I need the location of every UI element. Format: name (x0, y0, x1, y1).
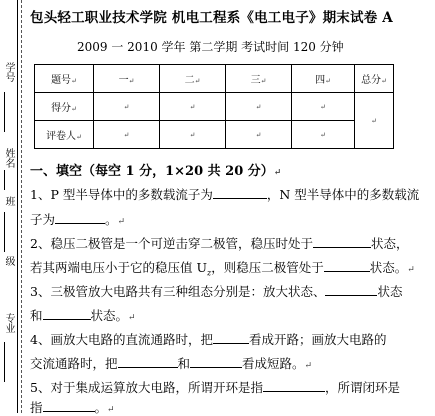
answer-blank (263, 380, 325, 392)
score-table-cell: ↵ (226, 93, 292, 121)
answer-blank (213, 332, 249, 344)
margin-label-name: 姓名 (3, 148, 14, 168)
score-table-cell: ↵ (226, 121, 292, 149)
score-table (34, 64, 394, 149)
score-table-cell: ↵ (292, 93, 355, 121)
question-2-line-2: 若其两端电压小于它的稳压值 $U_z$，则稳压二极管处于 状态。↵ (30, 260, 415, 278)
question-5-line-2: 指 。↵ (30, 400, 115, 415)
exam-title: 包头轻工职业技术学院 机电工程系《电工电子》期末试卷 A (30, 10, 393, 26)
answer-blank (324, 260, 370, 272)
question-3-line-2: 和 状态。↵ (30, 308, 136, 323)
margin-label-class-2: 级 (3, 256, 14, 266)
answer-blank (118, 356, 178, 368)
binding-dashed-line (21, 0, 22, 413)
margin-blank-major (4, 342, 5, 382)
answer-blank (190, 356, 242, 368)
question-3-line-1: 3、三极管放大电路共有三种组态分别是：放大状态、 状态 (30, 284, 403, 299)
margin-label-student-id: 学号 (3, 62, 14, 82)
binding-line (17, 0, 18, 413)
score-table-row (35, 121, 394, 149)
exam-subtitle: 2009 一 2010 学年 第二学期 考试时间 120 分钟 (77, 40, 344, 54)
question-1-line-2: 子为 。↵ (30, 212, 126, 227)
score-table-cell: ↵ (160, 93, 226, 121)
question-2-line-1: 2、稳压二极管是一个可逆击穿二极管，稳压时处于 状态， (30, 236, 409, 251)
score-table-header-cell: 题号↵ (35, 65, 94, 93)
margin-blank-name (4, 170, 5, 190)
score-table-cell: ↵ (94, 121, 160, 149)
answer-blank (313, 236, 371, 248)
score-table-row-label: 评卷人↵ (35, 121, 94, 149)
score-table-cell: ↵ (160, 121, 226, 149)
score-table-header-cell: 二↵ (160, 65, 226, 93)
score-table-header-cell: 一↵ (94, 65, 160, 93)
margin-blank-student-id (4, 92, 5, 132)
score-table-header-cell: 四↵ (292, 65, 355, 93)
question-1-line-1: 1、P 型半导体中的多数载流子为 ，N 型半导体中的多数载流 (30, 187, 420, 202)
score-table-row (35, 93, 394, 121)
score-table-header-cell: 总分↵ (355, 65, 394, 93)
answer-blank (325, 284, 377, 296)
section-heading: 一、填空（每空 1 分，1×20 共 20 分）↵ (30, 164, 282, 179)
score-table-cell: ↵ (292, 121, 355, 149)
question-5-line-1: 5、对于集成运算放大电路，所谓开环是指 ，所谓闭环是 (30, 380, 400, 395)
score-table-total-cell: ↵ (355, 93, 394, 149)
margin-label-class-1: 班 (3, 196, 14, 206)
question-4-line-1: 4、画放大电路的直流通路时，把 看成开路；画放大电路的 (30, 332, 387, 347)
question-4-line-2: 交流通路时，把 和 看成短路。↵ (30, 356, 313, 371)
score-table-header-row (35, 65, 394, 93)
answer-blank (43, 308, 91, 320)
answer-blank (55, 212, 105, 224)
answer-blank (43, 400, 95, 412)
score-table-cell: ↵ (94, 93, 160, 121)
score-table-row-label: 得分↵ (35, 93, 94, 121)
margin-label-major: 专业 (3, 313, 14, 333)
score-table-header-cell: 三↵ (226, 65, 292, 93)
margin-blank-class (4, 212, 5, 252)
answer-blank (213, 187, 267, 199)
